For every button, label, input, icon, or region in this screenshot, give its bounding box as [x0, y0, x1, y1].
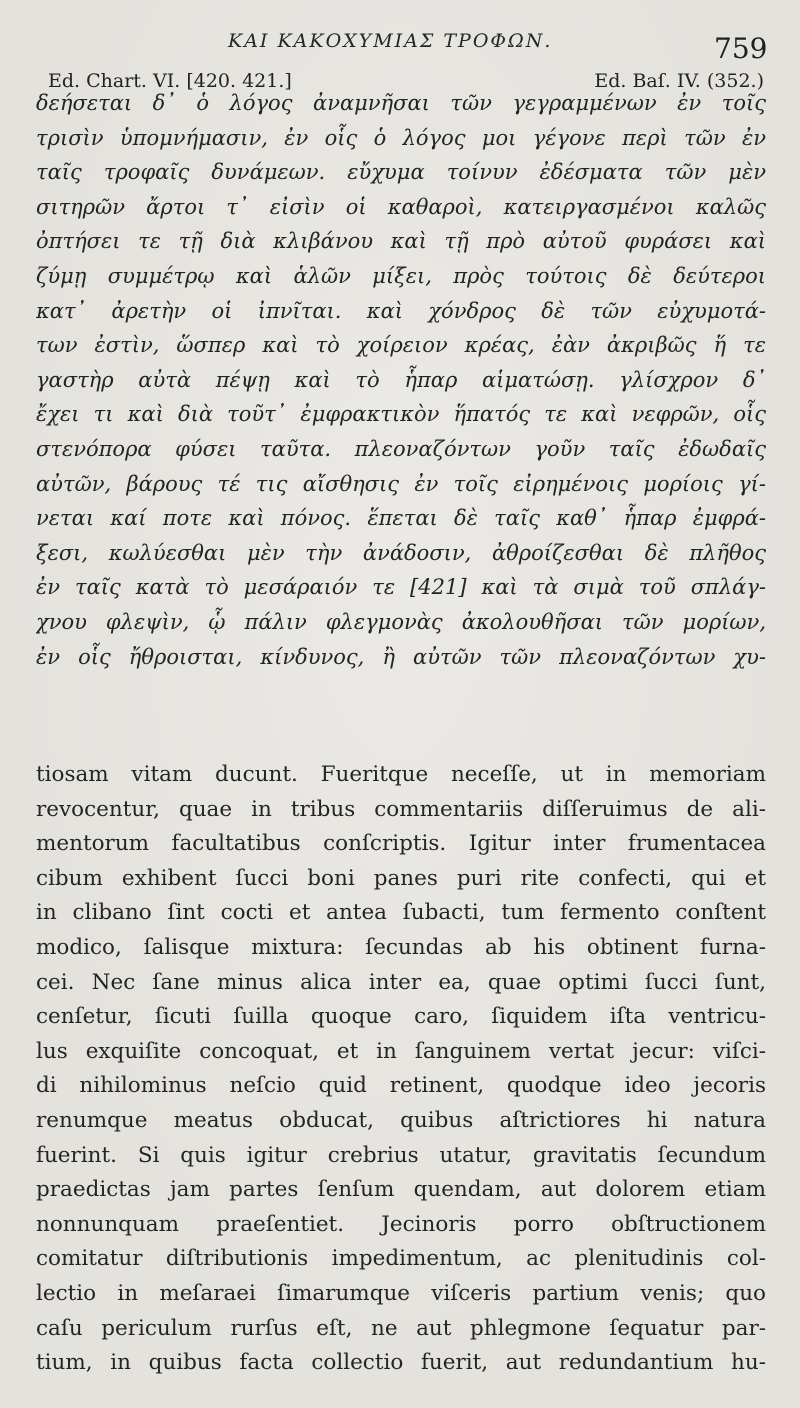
latin-line: tium, in quibus facta collectio fuerit, aut redundantium hu- [36, 1350, 766, 1376]
latin-line: cenſetur, ſicuti ſuilla quoque caro, ſiquidem iſta ventricu- [36, 1004, 766, 1030]
greek-line: ὀπτήσει τε τῇ διὰ κλιβάνου καὶ τῇ πρὸ αὐτοῦ φυράσει καὶ [36, 229, 766, 254]
greek-line: ζύμῃ συμμέτρῳ καὶ ἁλῶν μίξει, πρὸς τούτοις δὲ δεύτεροι [36, 263, 766, 288]
latin-line: praedictas jam partes ſenſum quendam, aut dolorem etiam [36, 1177, 766, 1203]
latin-line: di nihilominus neſcio quid retinent, quodque ideo jecoris [36, 1073, 766, 1099]
greek-line: κατ᾽ ἀρετὴν οἱ ἰπνῖται. καὶ χόνδρος δὲ τῶν εὐχυμοτά- [36, 298, 766, 323]
latin-text-block [36, 758, 766, 1381]
greek-line: αὐτῶν, βάρους τέ τις αἴσθησις ἐν τοῖς εἰρημένοις μορίοις γί- [36, 471, 766, 496]
latin-line: in clibano ſint cocti et antea ſubacti, tum fermento conſtent [36, 900, 766, 926]
latin-line: cibum exhibent ſucci boni panes puri rite confecti, qui et [36, 865, 766, 891]
edition-reference-basel: Ed. Baſ. IV. (352.) [594, 70, 764, 92]
latin-line: mentorum facultatibus conſcriptis. Igitur inter frumentacea [36, 831, 766, 857]
greek-line: σιτηρῶν ἄρτοι τ᾽ εἰσὶν οἱ καθαροὶ, κατειργασμένοι καλῶς [36, 194, 766, 219]
latin-line: renumque meatus obducat, quibus aſtrictiores hi natura [36, 1107, 766, 1133]
greek-line: γαστὴρ αὐτὰ πέψῃ καὶ τὸ ἧπαρ αἱματώσῃ. γλίσχρον δ᾽ [36, 367, 766, 392]
latin-line: cei. Nec ſane minus alica inter ea, quae optimi ſucci ſunt, [36, 969, 766, 995]
greek-line: νεται καί ποτε καὶ πόνος. ἕπεται δὲ ταῖς καθ᾽ ἧπαρ ἐμφρά- [36, 506, 766, 531]
latin-line: caſu periculum rurſus eſt, ne aut phlegmone ſequatur par- [36, 1315, 766, 1341]
greek-line: δεήσεται δ᾽ ὁ λόγος ἀναμνῆσαι τῶν γεγραμμένων ἐν τοῖς [36, 91, 766, 115]
running-head: ΚΑΙ ΚΑΚΟΧΥΜΙΑΣ ΤΡΟΦΩΝ. [228, 30, 553, 52]
latin-line: lectio in meſaraei ſimarumque viſceris partium venis; quo [36, 1280, 766, 1306]
greek-text-block [36, 86, 766, 674]
greek-line: ἐν οἷς ἤθροισται, κίνδυνος, ἢ αὐτῶν τῶν πλεοναζόντων χυ- [36, 644, 766, 669]
latin-line: comitatur diſtributionis impedimentum, ac plenitudinis col- [36, 1246, 766, 1272]
greek-line: των ἐστὶν, ὥσπερ καὶ τὸ χοίρειον κρέας, ἐὰν ἀκριβῶς ἥ τε [36, 333, 766, 358]
page-number: 759 [714, 32, 768, 65]
greek-line: χνου φλεψὶν, ᾧ πάλιν φλεγμονὰς ἀκολουθῆσαι τῶν μορίων, [36, 609, 766, 634]
greek-line: ταῖς τροφαῖς δυνάμεων. εὔχυμα τοίνυν ἐδέσματα τῶν μὲν [36, 160, 766, 185]
edition-reference-chartier: Ed. Chart. VI. [420. 421.] [48, 70, 292, 92]
latin-line: tiosam vitam ducunt. Fueritque neceſſe, ut in memoriam [36, 762, 766, 787]
greek-line: τρισὶν ὑπομνήμασιν, ἐν οἷς ὁ λόγος μοι γέγονε περὶ τῶν ἐν [36, 125, 766, 150]
latin-line: revocentur, quae in tribus commentariis diſſeruimus de ali- [36, 796, 766, 822]
latin-line: fuerint. Si quis igitur crebrius utatur, gravitatis ſecundum [36, 1142, 766, 1168]
greek-line: ξεσι, κωλύεσθαι μὲν τὴν ἀνάδοσιν, ἀθροίζεσθαι δὲ πλῆθος [36, 540, 766, 565]
greek-line: ἔχει τι καὶ διὰ τοῦτ᾽ ἐμφρακτικὸν ἥπατός τε καὶ νεφρῶν, οἷς [36, 402, 766, 427]
greek-line: στενόπορα φύσει ταῦτα. πλεοναζόντων γοῦν ταῖς ἐδωδαῖς [36, 436, 766, 461]
latin-line: lus exquiſite concoquat, et in ſanguinem vertat jecur: viſci- [36, 1038, 766, 1064]
greek-line: ἐν ταῖς κατὰ τὸ μεσάραιόν τε [421] καὶ τὰ σιμὰ τοῦ σπλάγ- [36, 575, 766, 600]
latin-line: modico, ſalisque mixtura: ſecundas ab his obtinent furna- [36, 934, 766, 960]
latin-line: nonnunquam praeſentiet. Jecinoris porro obſtructionem [36, 1211, 766, 1237]
